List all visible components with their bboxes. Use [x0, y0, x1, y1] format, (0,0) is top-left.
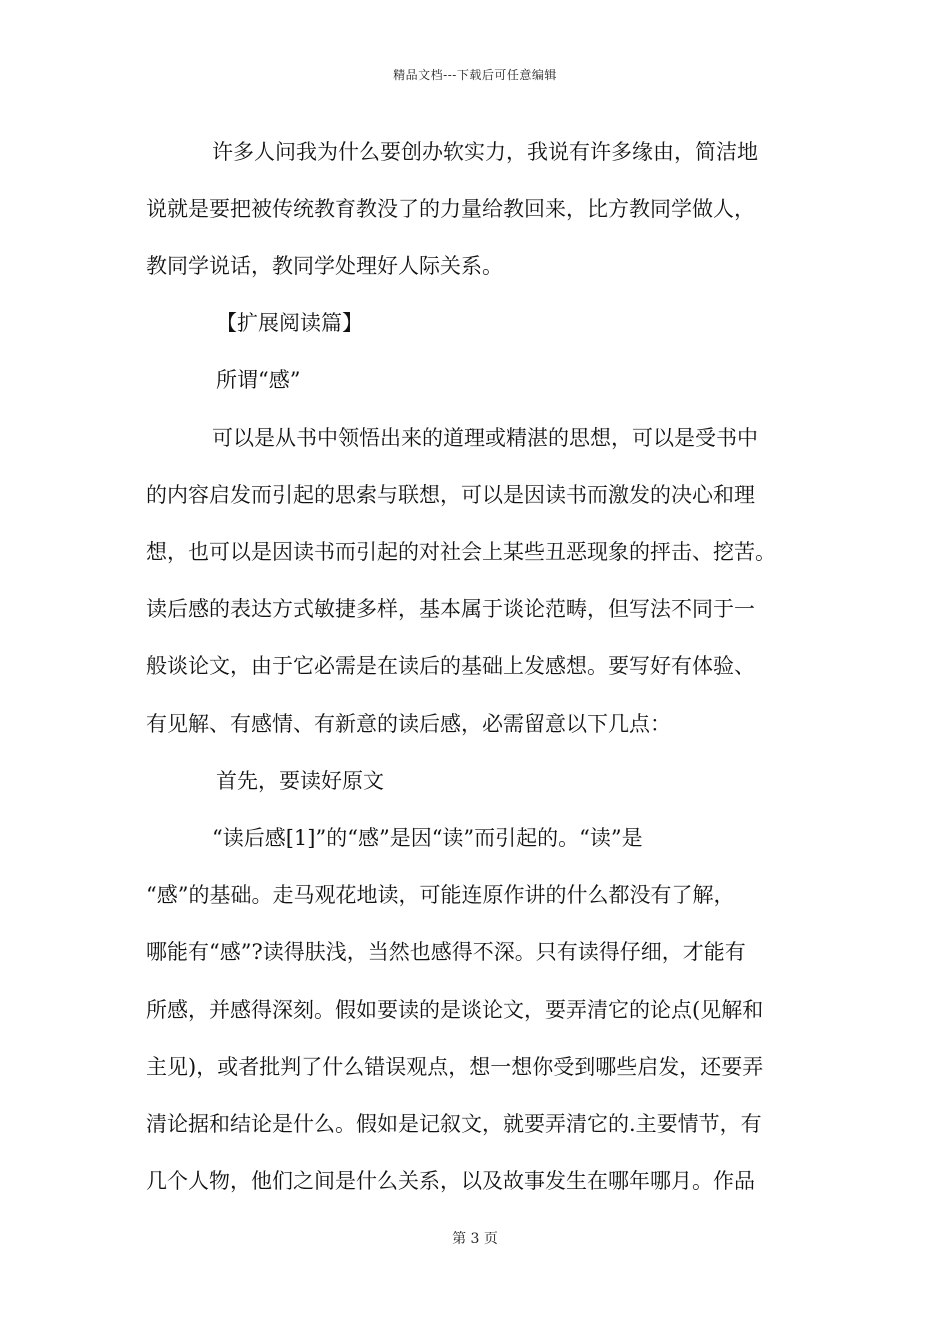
paragraph-line: “感”的基础。走马观花地读，可能连原作讲的什么都没有了解， — [146, 883, 735, 907]
paragraph-line: 有见解、有感情、有新意的读后感，必需留意以下几点： — [146, 712, 671, 736]
section-heading: 【扩展阅读篇】 — [216, 311, 363, 335]
subheading: 首先，要读好原文 — [216, 769, 384, 793]
paragraph-line: 教同学说话，教同学处理好人际关系。 — [146, 254, 503, 278]
paragraph-line: 主见)，或者批判了什么错误观点，想一想你受到哪些启发，还要弄 — [146, 1055, 764, 1079]
paragraph-line: 可以是从书中领悟出来的道理或精湛的思想，可以是受书中 — [212, 426, 758, 450]
paragraph-line: 读后感的表达方式敏捷多样，基本属于谈论范畴，但写法不同于一 — [146, 597, 755, 621]
paragraph-line: 几个人物，他们之间是什么关系，以及故事发生在哪年哪月。作品 — [146, 1169, 755, 1193]
paragraph-line: 说就是要把被传统教育教没了的力量给教回来，比方教同学做人， — [146, 197, 755, 221]
page-number: 第 3 页 — [452, 1231, 498, 1247]
paragraph-line: 所感，并感得深刻。假如要读的是谈论文，要弄清它的论点(见解和 — [146, 998, 764, 1022]
subheading: 所谓“感” — [216, 368, 301, 392]
paragraph-line: “读后感[1]”的“感”是因“读”而引起的。“读”是 — [212, 826, 643, 850]
page-header: 精品文档---下载后可任意编辑 — [393, 68, 557, 82]
paragraph-line: 许多人问我为什么要创办软实力，我说有许多缘由，简洁地 — [212, 140, 758, 164]
paragraph-line: 的内容启发而引起的思索与联想，可以是因读书而激发的决心和理 — [146, 483, 755, 507]
paragraph-line: 般谈论文，由于它必需是在读后的基础上发感想。要写好有体验、 — [146, 654, 755, 678]
paragraph-line: 哪能有“感”?读得肤浅，当然也感得不深。只有读得仔细，才能有 — [146, 940, 746, 964]
paragraph-line: 想，也可以是因读书而引起的对社会上某些丑恶现象的抨击、挖苦。 — [146, 540, 776, 564]
paragraph-line: 清论据和结论是什么。假如是记叙文，就要弄清它的.主要情节，有 — [146, 1112, 762, 1136]
